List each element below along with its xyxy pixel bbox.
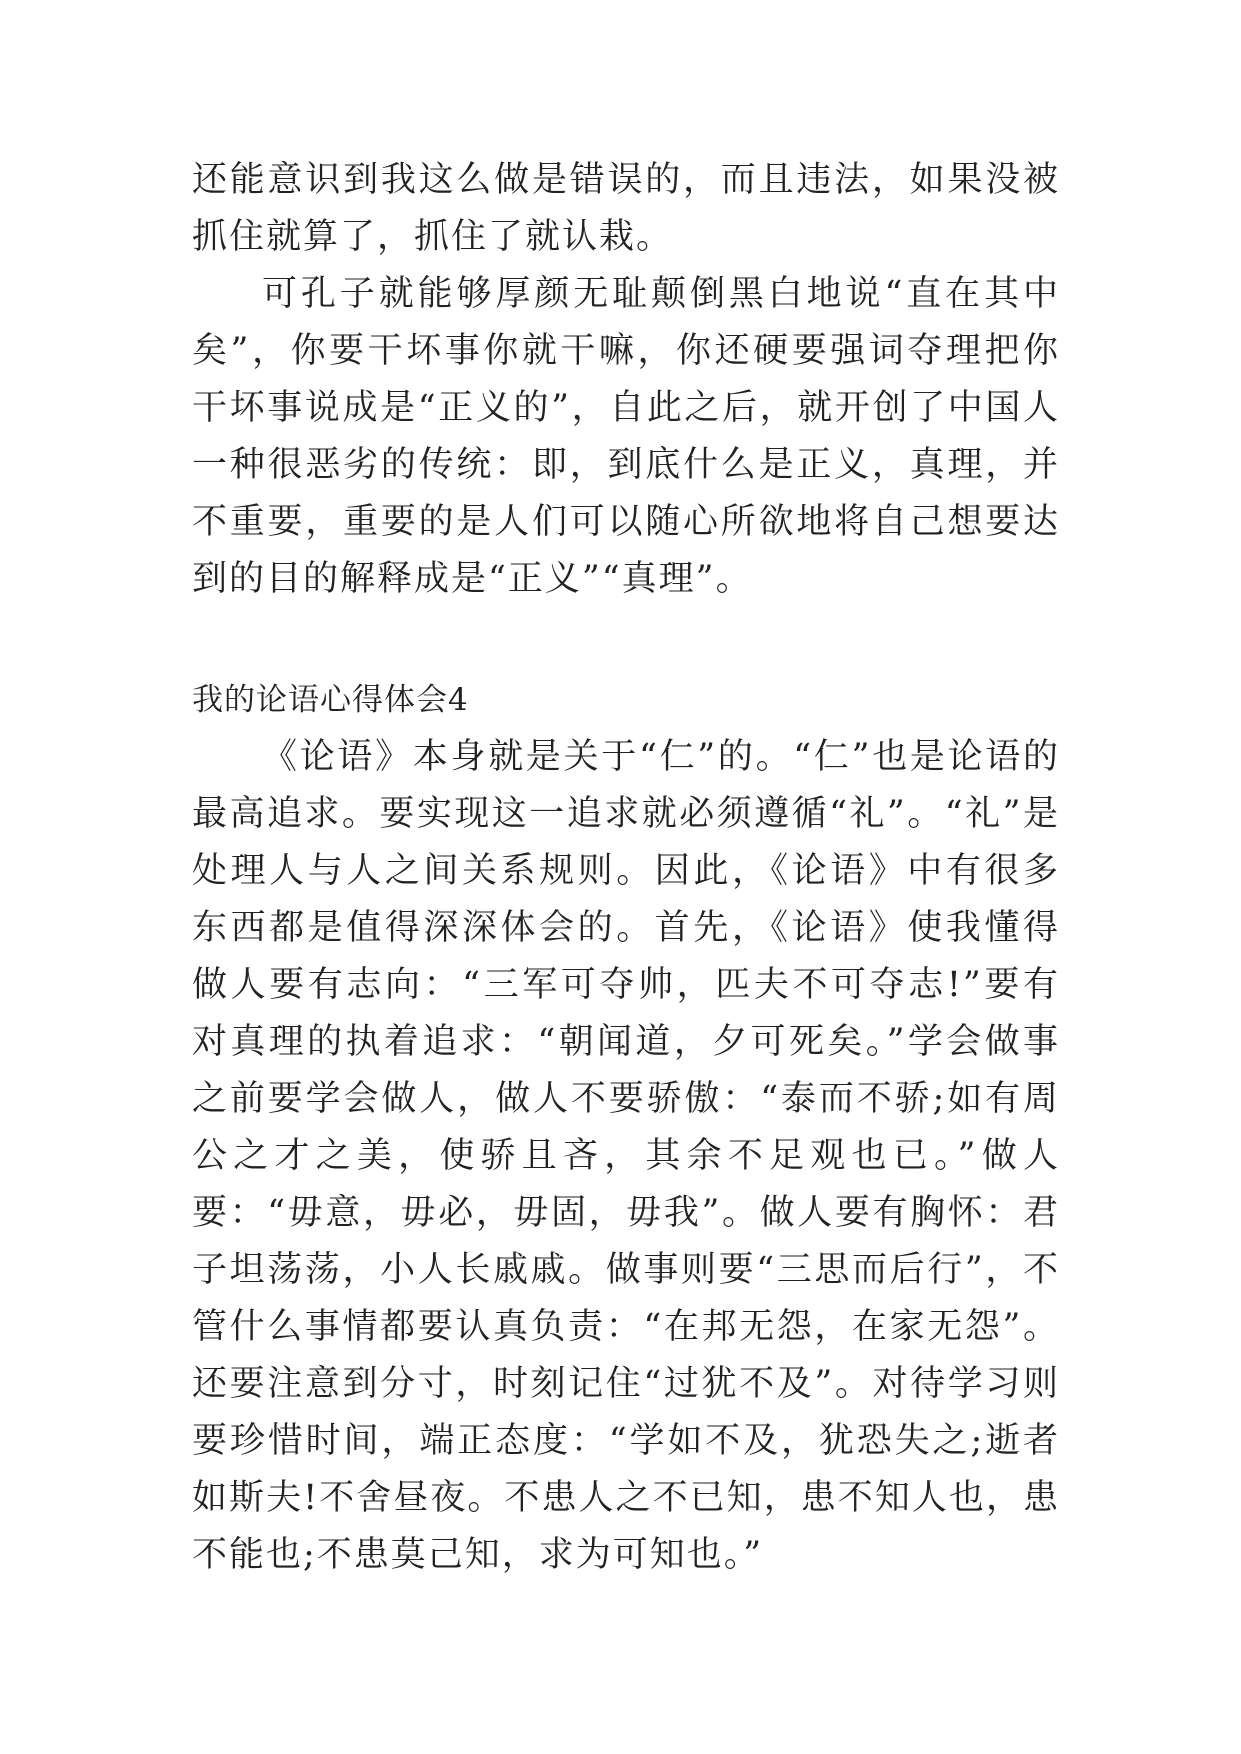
paragraph-confucius-critique: 可孔子就能够厚颜无耻颠倒黑白地说“直在其中矣”，你要干坏事你就干嘛，你还硬要强词夺理把你干坏事说成是“正义的”，自此之后，就开创了中国人一种很恶劣的传统：即，到底什么是正义，真理，并不重要，重要的是人们可以随心所欲地将自己想要达到的目的解释成是“正义”“真理”。 — [192, 274, 1060, 599]
paragraph-continuation: 还能意识到我这么做是错误的，而且违法，如果没被抓住就算了，抓住了就认栽。 — [192, 160, 1060, 257]
paragraph-analects-reflection: 《论语》本身就是关于“仁”的。“仁”也是论语的最高追求。要实现这一追求就必须遵循“礼”。“礼”是处理人与人之间关系规则。因此，《论语》中有很多东西都是值得深深体会的。首先，《论语》使我懂得做人要有志向：“三军可夺帅，匹夫不可夺志!”要有对真理的执着追求：“朝闻道，夕可死矣。”学会做事之前要学会做人，做人不要骄傲：“泰而不骄;如有周公之才之美，使骄且吝，其余不足观也已。”做人要：“毋意，毋必，毋固，毋我”。做人要有胸怀：君子坦荡荡，小人长戚戚。做事则要“三思而后行”，不管什么事情都要认真负责：“在邦无怨，在家无怨”。还要注意到分寸，时刻记住“过犹不及”。对待学习则要珍惜时间，端正态度：“学如不及，犹恐失之;逝者如斯夫!不舍昼夜。不患人之不已知，患不知人也，患不能也;不患莫己知，求为可知也。” — [192, 737, 1060, 1575]
document-body — [192, 152, 1060, 1584]
section-heading: 我的论语心得体会4 — [192, 682, 469, 718]
